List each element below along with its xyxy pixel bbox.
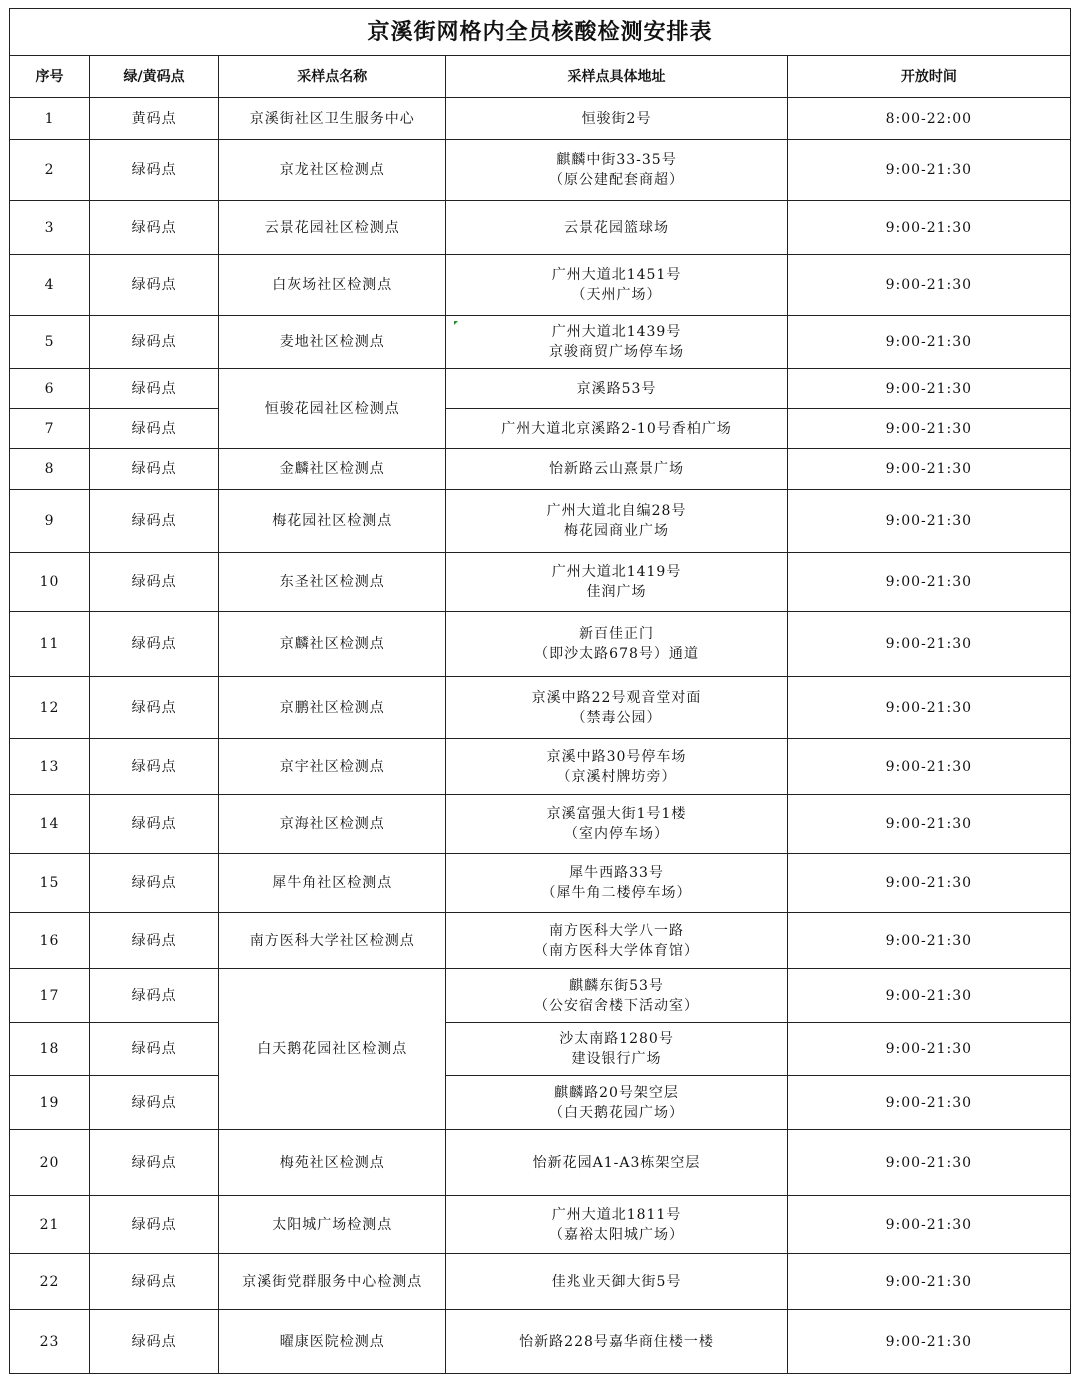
site-address <box>446 1254 787 1310</box>
row-number: 10 <box>10 553 90 612</box>
open-time: 9:00-21:30 <box>787 409 1070 449</box>
address-line-1: 怡新花园A1-A3栋架空层 <box>532 1154 701 1171</box>
address-line-1: 怡新路228号嘉华商住楼一楼 <box>519 1333 714 1350</box>
code-type: 绿码点 <box>90 1076 219 1130</box>
address-line-1: 京溪路53号 <box>576 380 657 397</box>
row-number: 2 <box>10 140 90 201</box>
table-row <box>10 201 1071 255</box>
address-line-2: 梅花园商业广场 <box>564 523 670 539</box>
header-open-time: 开放时间 <box>787 56 1070 98</box>
site-address <box>446 98 787 140</box>
table-row <box>10 913 1071 969</box>
open-time: 9:00-21:30 <box>787 677 1070 739</box>
table-row <box>10 677 1071 739</box>
address-line-2: 京骏商贸广场停车场 <box>549 344 685 360</box>
site-address <box>446 677 787 739</box>
address-line-2: （京溪村牌坊旁） <box>556 768 677 785</box>
site-name: 曜康医院检测点 <box>219 1310 446 1374</box>
code-type: 绿码点 <box>90 1130 219 1196</box>
site-address <box>446 369 787 409</box>
address-line-1: 京溪中路22号观音堂对面 <box>531 689 702 706</box>
open-time: 9:00-21:30 <box>787 553 1070 612</box>
site-name: 京宇社区检测点 <box>219 739 446 795</box>
code-type: 绿码点 <box>90 409 219 449</box>
site-name: 京鹏社区检测点 <box>219 677 446 739</box>
site-address <box>446 255 787 316</box>
site-name: 麦地社区检测点 <box>219 316 446 369</box>
address-line-1: 麒麟路20号架空层 <box>554 1084 679 1101</box>
schedule-table <box>9 8 1071 1374</box>
code-type: 绿码点 <box>90 1310 219 1374</box>
open-time: 9:00-21:30 <box>787 255 1070 316</box>
header-code-type: 绿/黄码点 <box>90 56 219 98</box>
address-line-2: （犀牛角二楼停车场） <box>541 885 692 901</box>
table-row <box>10 449 1071 490</box>
row-number: 6 <box>10 369 90 409</box>
table-row <box>10 1076 1071 1130</box>
open-time: 9:00-21:30 <box>787 1023 1070 1076</box>
open-time: 9:00-21:30 <box>787 854 1070 913</box>
site-name: 东圣社区检测点 <box>219 553 446 612</box>
address-line-2: 佳润广场 <box>586 584 647 600</box>
table-row <box>10 140 1071 201</box>
address-line-2: （南方医科大学体育馆） <box>534 942 700 959</box>
address-line-2: （公安宿舍楼下活动室） <box>534 997 700 1014</box>
address-line-1: 新百佳正门 <box>579 626 655 642</box>
address-line-1: 麒麟东街53号 <box>569 977 664 994</box>
row-number: 19 <box>10 1076 90 1130</box>
code-type: 绿码点 <box>90 612 219 677</box>
address-line-1: 怡新路云山熹景广场 <box>549 461 685 477</box>
code-type: 绿码点 <box>90 316 219 369</box>
row-number: 20 <box>10 1130 90 1196</box>
header-site-name: 采样点名称 <box>219 56 446 98</box>
header-site-address: 采样点具体地址 <box>446 56 787 98</box>
row-number: 17 <box>10 969 90 1023</box>
open-time: 9:00-21:30 <box>787 1254 1070 1310</box>
site-name: 白灰场社区检测点 <box>219 255 446 316</box>
row-number: 7 <box>10 409 90 449</box>
site-address <box>446 1130 787 1196</box>
site-address <box>446 409 787 449</box>
address-line-1: 京溪中路30号停车场 <box>546 748 687 765</box>
site-name: 白天鹅花园社区检测点 <box>219 969 446 1130</box>
header-no: 序号 <box>10 56 90 98</box>
address-line-1: 广州大道北1451号 <box>551 267 682 283</box>
address-line-1: 广州大道北自编28号 <box>546 503 687 519</box>
code-type: 绿码点 <box>90 140 219 201</box>
site-name: 梅花园社区检测点 <box>219 490 446 553</box>
site-address <box>446 316 787 369</box>
code-type: 绿码点 <box>90 1023 219 1076</box>
address-line-1: 南方医科大学八一路 <box>549 922 685 939</box>
site-name: 京溪街社区卫生服务中心 <box>219 98 446 140</box>
address-line-2: （嘉裕太阳城广场） <box>549 1226 685 1243</box>
header-row <box>10 56 1071 98</box>
site-name: 京海社区检测点 <box>219 795 446 854</box>
table-row <box>10 369 1071 409</box>
address-line-2: （即沙太路678号）通道 <box>534 646 699 662</box>
open-time: 9:00-21:30 <box>787 969 1070 1023</box>
code-type: 绿码点 <box>90 553 219 612</box>
site-address <box>446 1196 787 1254</box>
open-time: 9:00-21:30 <box>787 795 1070 854</box>
site-name: 犀牛角社区检测点 <box>219 854 446 913</box>
table-row <box>10 1023 1071 1076</box>
open-time: 9:00-21:30 <box>787 316 1070 369</box>
code-type: 绿码点 <box>90 1196 219 1254</box>
address-line-1: 广州大道北京溪路2-10号香柏广场 <box>501 420 732 437</box>
open-time: 8:00-22:00 <box>787 98 1070 140</box>
address-line-1: 京溪富强大街1号1楼 <box>546 806 687 822</box>
code-type: 绿码点 <box>90 201 219 255</box>
row-number: 3 <box>10 201 90 255</box>
code-type: 绿码点 <box>90 854 219 913</box>
site-address <box>446 795 787 854</box>
site-address <box>446 1310 787 1374</box>
table-row <box>10 255 1071 316</box>
site-address <box>446 449 787 490</box>
open-time: 9:00-21:30 <box>787 1196 1070 1254</box>
table-row <box>10 612 1071 677</box>
open-time: 9:00-21:30 <box>787 201 1070 255</box>
code-type: 绿码点 <box>90 255 219 316</box>
table-row <box>10 1254 1071 1310</box>
table-row <box>10 553 1071 612</box>
code-type: 绿码点 <box>90 449 219 490</box>
row-number: 4 <box>10 255 90 316</box>
row-number: 1 <box>10 98 90 140</box>
code-type: 黄码点 <box>90 98 219 140</box>
row-number: 11 <box>10 612 90 677</box>
code-type: 绿码点 <box>90 913 219 969</box>
open-time: 9:00-21:30 <box>787 449 1070 490</box>
row-number: 5 <box>10 316 90 369</box>
table-row <box>10 1130 1071 1196</box>
address-line-1: 云景花园篮球场 <box>564 219 670 236</box>
table-row <box>10 1196 1071 1254</box>
table-row <box>10 1310 1071 1374</box>
row-number: 23 <box>10 1310 90 1374</box>
table-row <box>10 490 1071 553</box>
address-line-2: （天州广场） <box>571 287 662 303</box>
address-line-1: 广州大道北1419号 <box>551 564 682 580</box>
site-address <box>446 140 787 201</box>
table-title: 京溪街网格内全员核酸检测安排表 <box>10 9 1071 56</box>
site-address <box>446 201 787 255</box>
code-type: 绿码点 <box>90 490 219 553</box>
address-line-2: （白天鹅花园广场） <box>549 1104 685 1121</box>
row-number: 14 <box>10 795 90 854</box>
row-number: 16 <box>10 913 90 969</box>
row-number: 22 <box>10 1254 90 1310</box>
open-time: 9:00-21:30 <box>787 1130 1070 1196</box>
open-time: 9:00-21:30 <box>787 913 1070 969</box>
site-address <box>446 969 787 1023</box>
site-name: 京麟社区检测点 <box>219 612 446 677</box>
site-name: 恒骏花园社区检测点 <box>219 369 446 449</box>
open-time: 9:00-21:30 <box>787 1076 1070 1130</box>
site-address <box>446 854 787 913</box>
table-row <box>10 409 1071 449</box>
address-line-2: （原公建配套商超） <box>549 172 685 188</box>
title-row <box>10 9 1071 56</box>
cell-comment-marker <box>454 321 458 325</box>
table-row <box>10 854 1071 913</box>
code-type: 绿码点 <box>90 369 219 409</box>
site-address <box>446 612 787 677</box>
row-number: 12 <box>10 677 90 739</box>
code-type: 绿码点 <box>90 739 219 795</box>
open-time: 9:00-21:30 <box>787 612 1070 677</box>
open-time: 9:00-21:30 <box>787 140 1070 201</box>
row-number: 18 <box>10 1023 90 1076</box>
address-line-1: 广州大道北1439号 <box>551 324 682 340</box>
open-time: 9:00-21:30 <box>787 369 1070 409</box>
schedule-sheet <box>9 8 1071 1374</box>
address-line-1: 犀牛西路33号 <box>569 865 664 881</box>
address-line-1: 佳兆业天御大街5号 <box>551 1273 682 1290</box>
address-line-2: 建设银行广场 <box>571 1051 662 1067</box>
open-time: 9:00-21:30 <box>787 739 1070 795</box>
address-line-1: 广州大道北1811号 <box>551 1206 682 1223</box>
address-line-1: 恒骏街2号 <box>581 110 652 127</box>
site-address <box>446 913 787 969</box>
table-row <box>10 969 1071 1023</box>
site-address <box>446 490 787 553</box>
row-number: 9 <box>10 490 90 553</box>
table-row <box>10 98 1071 140</box>
site-name: 太阳城广场检测点 <box>219 1196 446 1254</box>
row-number: 15 <box>10 854 90 913</box>
site-address <box>446 1023 787 1076</box>
address-line-2: （禁毒公园） <box>571 709 662 726</box>
site-name: 云景花园社区检测点 <box>219 201 446 255</box>
site-address <box>446 1076 787 1130</box>
row-number: 13 <box>10 739 90 795</box>
code-type: 绿码点 <box>90 969 219 1023</box>
table-row <box>10 739 1071 795</box>
site-name: 梅苑社区检测点 <box>219 1130 446 1196</box>
site-address <box>446 553 787 612</box>
code-type: 绿码点 <box>90 795 219 854</box>
open-time: 9:00-21:30 <box>787 490 1070 553</box>
address-line-1: 麒麟中街33-35号 <box>556 152 677 168</box>
open-time: 9:00-21:30 <box>787 1310 1070 1374</box>
site-name: 京龙社区检测点 <box>219 140 446 201</box>
site-address <box>446 739 787 795</box>
row-number: 8 <box>10 449 90 490</box>
table-row <box>10 795 1071 854</box>
row-number: 21 <box>10 1196 90 1254</box>
site-name: 金麟社区检测点 <box>219 449 446 490</box>
code-type: 绿码点 <box>90 677 219 739</box>
table-row <box>10 316 1071 369</box>
site-name: 京溪街党群服务中心检测点 <box>219 1254 446 1310</box>
site-name: 南方医科大学社区检测点 <box>219 913 446 969</box>
address-line-2: （室内停车场） <box>564 826 670 842</box>
address-line-1: 沙太南路1280号 <box>559 1031 674 1047</box>
code-type: 绿码点 <box>90 1254 219 1310</box>
